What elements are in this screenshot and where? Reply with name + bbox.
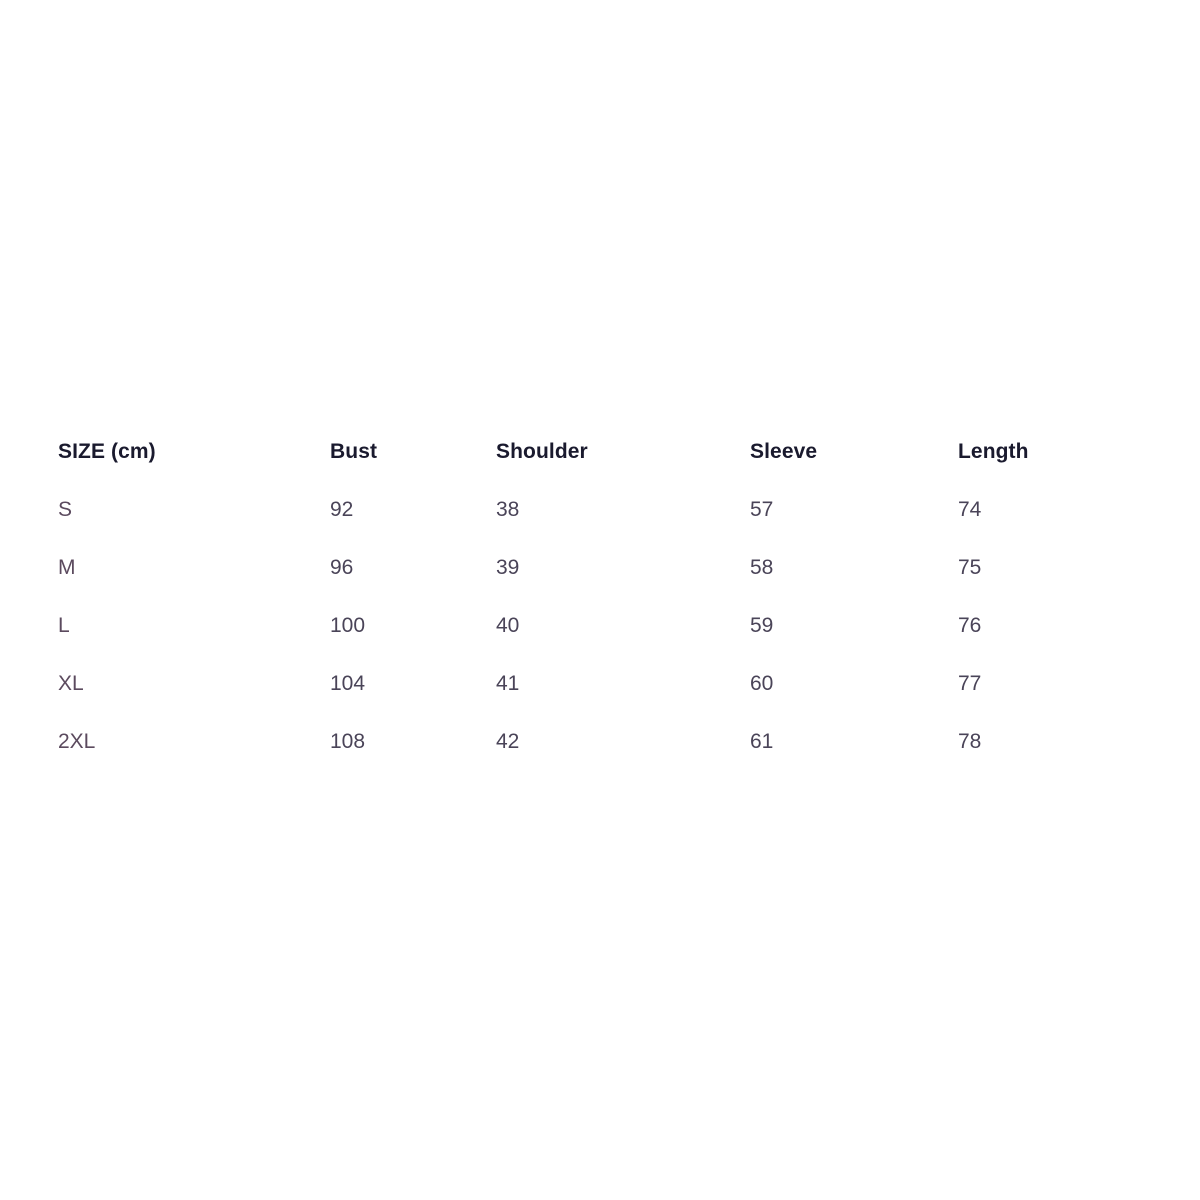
- cell-size: XL: [58, 672, 84, 695]
- table-header-row: [58, 440, 1058, 498]
- table-row: [58, 672, 1058, 730]
- cell-length: 77: [958, 672, 982, 695]
- cell-shoulder: 40: [496, 614, 520, 637]
- cell-sleeve: 58: [750, 556, 774, 579]
- table-row: [58, 614, 1058, 672]
- cell-size: M: [58, 556, 76, 579]
- cell-bust: 100: [330, 614, 366, 637]
- column-header-size: SIZE (cm): [58, 440, 156, 463]
- table-row: [58, 730, 1058, 754]
- cell-length: 75: [958, 556, 982, 579]
- cell-bust: 104: [330, 672, 366, 695]
- cell-length: 78: [958, 730, 982, 753]
- cell-shoulder: 38: [496, 498, 520, 521]
- table-header: [58, 440, 1058, 498]
- cell-sleeve: 61: [750, 730, 774, 753]
- cell-sleeve: 59: [750, 614, 774, 637]
- cell-shoulder: 39: [496, 556, 520, 579]
- cell-sleeve: 57: [750, 498, 774, 521]
- cell-size: L: [58, 614, 70, 637]
- table-row: [58, 498, 1058, 556]
- column-header-sleeve: Sleeve: [750, 440, 818, 463]
- cell-sleeve: 60: [750, 672, 774, 695]
- cell-size: S: [58, 498, 73, 521]
- cell-size: 2XL: [58, 730, 96, 753]
- cell-bust: 92: [330, 498, 354, 521]
- cell-length: 74: [958, 498, 982, 521]
- cell-length: 76: [958, 614, 982, 637]
- size-chart-table: [58, 440, 1058, 754]
- column-header-shoulder: Shoulder: [496, 440, 588, 463]
- column-header-bust: Bust: [330, 440, 378, 463]
- table-body: [58, 498, 1058, 754]
- table-row: [58, 556, 1058, 614]
- cell-shoulder: 41: [496, 672, 520, 695]
- cell-bust: 108: [330, 730, 366, 753]
- cell-shoulder: 42: [496, 730, 520, 753]
- cell-bust: 96: [330, 556, 354, 579]
- column-header-length: Length: [958, 440, 1029, 463]
